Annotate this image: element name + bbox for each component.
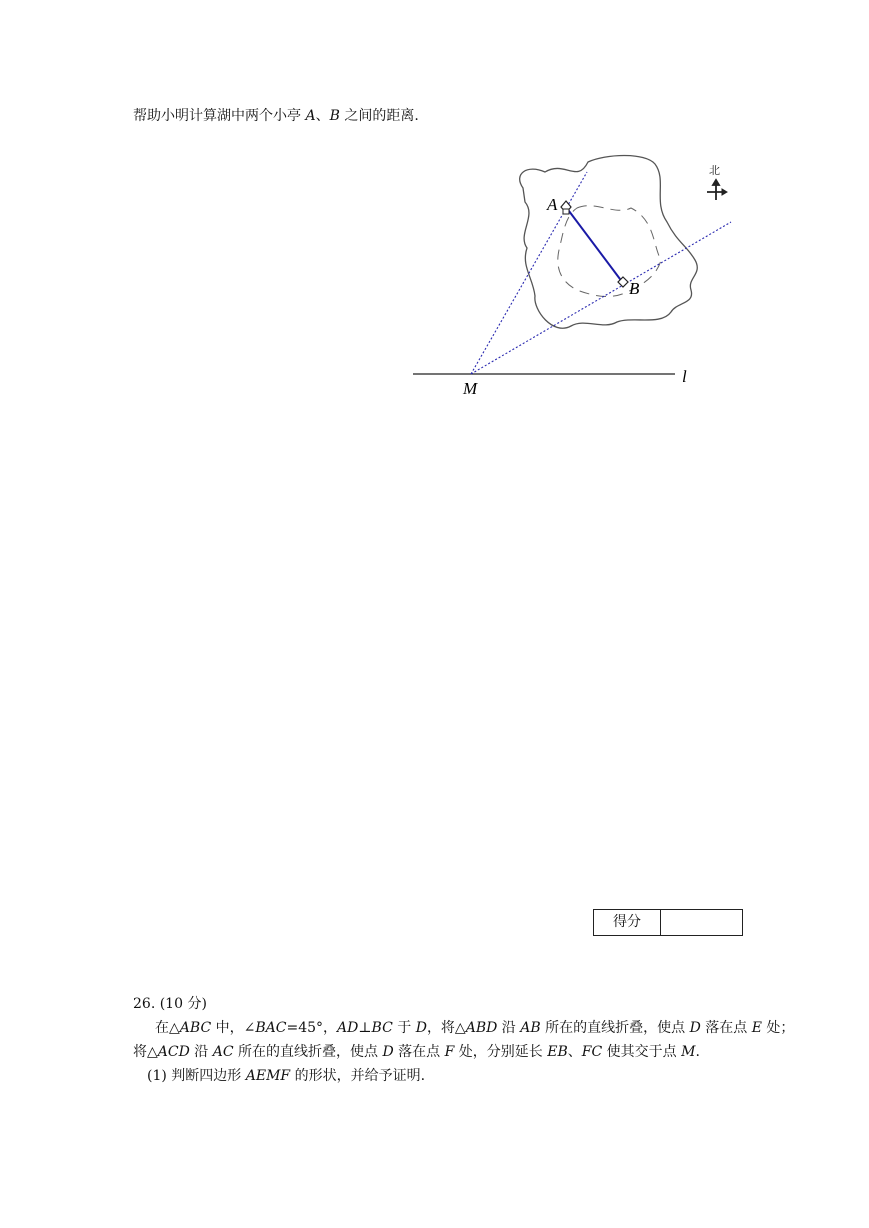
north-arrow-icon [707, 180, 727, 200]
question-text-segment: BC [371, 1020, 393, 1036]
score-value [661, 910, 742, 935]
question-text-segment: ABD [465, 1020, 498, 1036]
question-text-segment: 沿 [189, 1044, 213, 1060]
intro-sentence [133, 107, 419, 125]
question-text-segment: 所在的直线折叠，使点 [233, 1044, 383, 1060]
question-text-segment: BAC [255, 1020, 287, 1036]
question-text-segment: 中，∠ [211, 1020, 256, 1036]
question-text-segment: ABC [179, 1020, 212, 1036]
inner-contour [558, 206, 661, 297]
intro-text-b: 、 [315, 108, 330, 124]
segment-ab [566, 207, 623, 283]
question-line-2 [133, 1043, 700, 1061]
question-text-segment: 处，分别延长 [454, 1044, 548, 1060]
question-text-segment: 落在点 [393, 1044, 445, 1060]
question-number: 26. (10 分) [133, 996, 207, 1012]
label-a: A [547, 195, 558, 214]
score-box [593, 909, 743, 936]
question-text-segment: FC [581, 1044, 603, 1060]
score-label: 得分 [594, 910, 661, 935]
question-text-segment: AC [212, 1044, 234, 1060]
question-text-segment: D [382, 1044, 394, 1060]
question-text-segment: F [444, 1044, 455, 1060]
question-text-segment: 于 [392, 1020, 416, 1036]
question-text-segment: AEMF [245, 1068, 291, 1084]
question-text-segment: 的形状，并给予证明. [290, 1068, 426, 1084]
question-text-segment: D [689, 1020, 701, 1036]
sight-line-mb [471, 222, 731, 374]
question-text-segment: E [751, 1020, 762, 1036]
question-text-segment: (1) 判断四边形 [147, 1068, 246, 1084]
question-text-segment: ⊥ [358, 1020, 372, 1036]
label-m: M [463, 379, 478, 398]
question-text-segment: AB [520, 1020, 541, 1036]
question-text-segment: 在△ [155, 1020, 180, 1036]
question-text-segment: ，将△ [426, 1020, 466, 1036]
intro-point-b: B [329, 108, 340, 124]
lake-diagram [405, 150, 745, 402]
pavilion-a-base [563, 209, 569, 214]
question-text-segment: M [681, 1044, 696, 1060]
question-line-1 [155, 1019, 794, 1037]
north-label: 北 [709, 164, 720, 177]
question-text-segment: 落在点 [700, 1020, 752, 1036]
label-b: B [629, 279, 640, 298]
intro-point-a: A [305, 108, 316, 124]
question-text-segment: EB [547, 1044, 568, 1060]
intro-text-a: 帮助小明计算湖中两个小亭 [133, 108, 306, 124]
question-text-segment: . [695, 1044, 700, 1060]
question-text-segment: 、 [567, 1044, 582, 1060]
question-text-segment: AD [337, 1020, 359, 1036]
question-text-segment: ACD [157, 1044, 190, 1060]
intro-text-c: 之间的距离. [339, 108, 419, 124]
question-text-segment: 将△ [133, 1044, 158, 1060]
sight-line-ma [471, 172, 587, 374]
question-text-segment: 所在的直线折叠，使点 [540, 1020, 690, 1036]
question-text-segment: 处； [761, 1020, 795, 1036]
question-text-segment: 使其交于点 [602, 1044, 682, 1060]
question-text-segment: =45°， [286, 1020, 338, 1036]
question-text-segment: D [415, 1020, 427, 1036]
question-text-segment: 沿 [497, 1020, 521, 1036]
label-l: l [682, 367, 687, 386]
question-subpart-1 [147, 1067, 425, 1085]
